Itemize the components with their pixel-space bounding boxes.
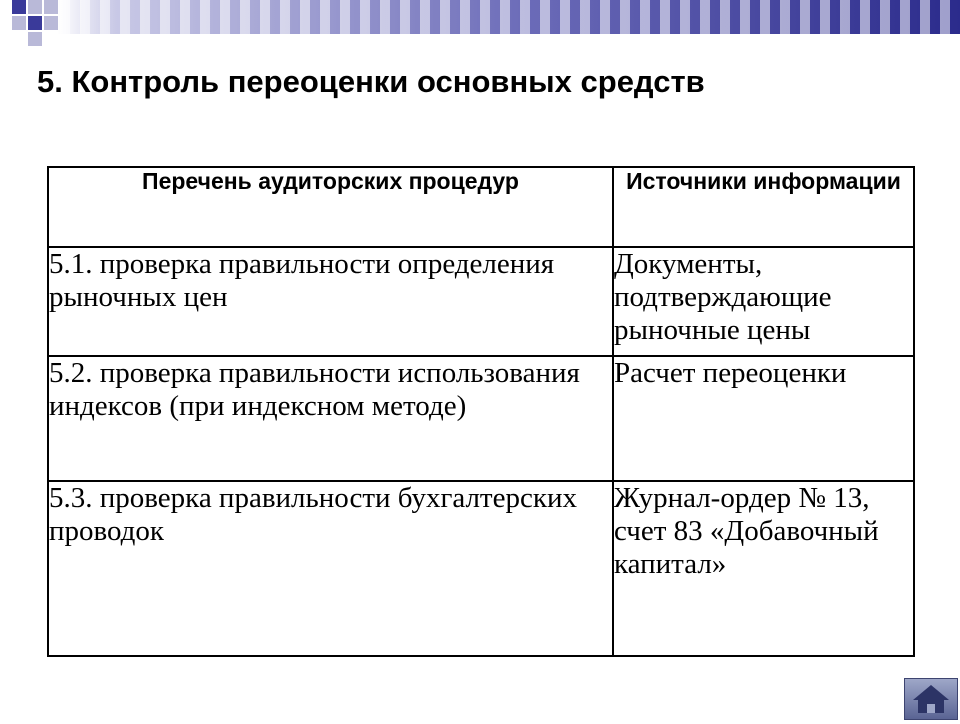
slide-title: 5. Контроль переоценки основных средств — [37, 64, 705, 99]
square-2 — [28, 0, 42, 14]
table-row — [48, 247, 914, 356]
procedures-table — [47, 166, 915, 657]
header-procedures: Перечень аудиторских процедур — [48, 167, 613, 247]
table-header-row — [48, 167, 914, 247]
source-cell: Документы, подтверждающие рыночные цены — [613, 247, 914, 356]
procedure-cell: 5.3. проверка правильности бухгалтерских проводок — [48, 481, 613, 656]
header-sources: Источники информации — [613, 167, 914, 247]
square-7 — [28, 32, 42, 46]
header-band-stripes — [60, 0, 960, 34]
source-cell: Расчет переоценки — [613, 356, 914, 481]
square-5 — [28, 16, 42, 30]
source-cell: Журнал-ордер № 13, счет 83 «Добавочный капитал» — [613, 481, 914, 656]
square-1 — [12, 0, 26, 14]
home-button[interactable] — [904, 678, 958, 720]
procedure-cell: 5.2. проверка правильности использования индексов (при индексном методе) — [48, 356, 613, 481]
table-row — [48, 481, 914, 656]
square-4 — [12, 16, 26, 30]
home-icon — [905, 679, 957, 719]
decorative-squares — [0, 0, 80, 60]
square-6 — [44, 16, 58, 30]
procedure-cell: 5.1. проверка правильности определения рыночных цен — [48, 247, 613, 356]
table-row — [48, 356, 914, 481]
square-3 — [44, 0, 58, 14]
